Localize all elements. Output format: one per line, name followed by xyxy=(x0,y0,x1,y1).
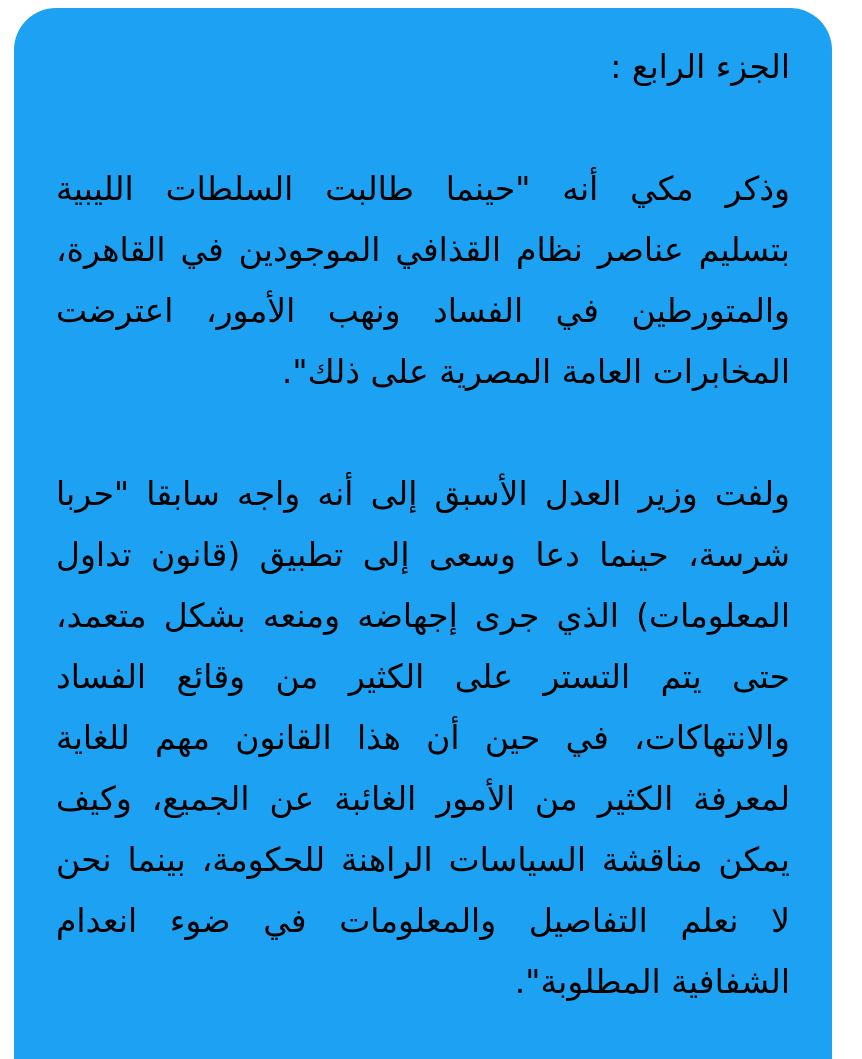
paragraph-1-line: بتسليم عناصر نظام القذافي الموجودين في القاهرة، xyxy=(56,230,790,269)
paragraph-2-line: ولفت وزير العدل الأسبق إلى أنه واجه سابقا "حربا xyxy=(56,474,790,513)
paragraph-2-line: يمكن مناقشة السياسات الراهنة للحكومة، بينما نحن xyxy=(56,840,790,879)
paragraph-1-line: والمتورطين في الفساد ونهب الأمور، اعترضت xyxy=(56,291,790,330)
paragraph-1-line: المخابرات العامة المصرية على ذلك". xyxy=(281,352,790,391)
paragraph-gap xyxy=(56,97,790,158)
paragraph-2-line: والانتهاكات، في حين أن هذا القانون مهم للغاية xyxy=(56,718,790,757)
screen-edge xyxy=(854,0,862,1059)
message-bubble[interactable] xyxy=(14,8,832,1059)
paragraph-2-line: المعلومات) الذي جرى إجهاضه ومنعه بشكل متعمد، xyxy=(56,596,790,635)
paragraph-gap xyxy=(56,402,790,463)
paragraph-2-line: لا نعلم التفاصيل والمعلومات في ضوء انعدام xyxy=(56,901,790,940)
paragraph-1-line: وذكر مكي أنه "حينما طالبت السلطات الليبية xyxy=(56,169,790,208)
paragraph-2-line: شرسة، حينما دعا وسعى إلى تطبيق (قانون تداول xyxy=(56,535,790,574)
message-heading: الجزء الرابع : xyxy=(610,47,790,86)
paragraph-2-line: لمعرفة الكثير من الأمور الغائبة عن الجميع، وكيف xyxy=(56,779,790,818)
paragraph-2-line: الشفافية المطلوبة". xyxy=(514,962,790,1001)
paragraph-2-line: حتى يتم التستر على الكثير من وقائع الفساد xyxy=(56,657,790,696)
